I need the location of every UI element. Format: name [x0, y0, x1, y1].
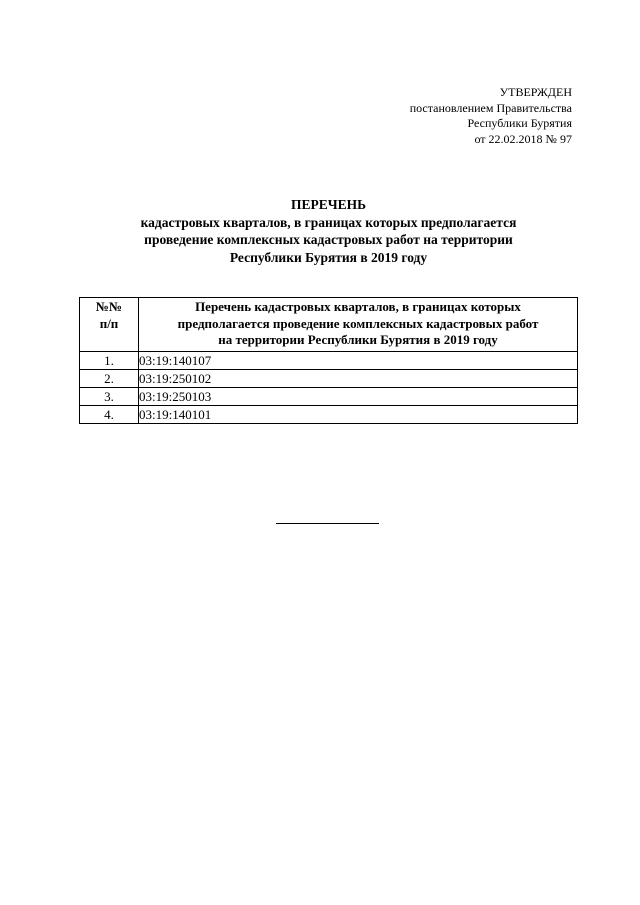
- document-title: [80, 196, 577, 266]
- cadastral-quarters-table: [79, 297, 578, 424]
- table-row: [80, 388, 578, 406]
- table-row: [80, 352, 578, 370]
- cadastral-number: 03:19:140101: [139, 406, 578, 424]
- row-number: 1.: [80, 352, 139, 370]
- row-number: 3.: [80, 388, 139, 406]
- approval-decree: постановлением Правительства: [409, 100, 572, 115]
- table-row: [80, 370, 578, 388]
- cadastral-number: 03:19:140107: [139, 352, 578, 370]
- end-of-document-rule: [276, 523, 379, 524]
- title-heading: ПЕРЕЧЕНЬ: [290, 197, 367, 212]
- header-list-line-1: Перечень кадастровых кварталов, в границах которых: [195, 299, 521, 314]
- approval-region: Республики Бурятия: [467, 116, 572, 130]
- table-row: [80, 406, 578, 424]
- table-header-row: [80, 298, 578, 352]
- row-number: 2.: [80, 370, 139, 388]
- row-number: 4.: [80, 406, 139, 424]
- approval-date-number: от 22.02.2018 № 97: [474, 131, 572, 146]
- cadastral-number: 03:19:250103: [139, 388, 578, 406]
- cadastral-number: 03:19:250102: [139, 370, 578, 388]
- approval-stamp: [312, 85, 572, 147]
- header-number-column: [80, 298, 139, 352]
- title-line-3: Республики Бурятия в 2019 году: [229, 249, 428, 265]
- header-number-sublabel: п/п: [99, 315, 119, 331]
- header-list-line-2: предполагается проведение комплексных кадастровых работ: [177, 315, 539, 331]
- header-number-label: №№: [95, 299, 123, 314]
- header-list-column: [139, 298, 578, 352]
- approval-title: УТВЕРЖДЕН: [499, 85, 572, 99]
- header-list-line-3: на территории Республики Бурятия в 2019 году: [218, 332, 498, 347]
- title-line-2: проведение комплексных кадастровых работ на территории: [144, 232, 513, 247]
- title-line-1: кадастровых кварталов, в границах которых предполагается: [140, 214, 517, 230]
